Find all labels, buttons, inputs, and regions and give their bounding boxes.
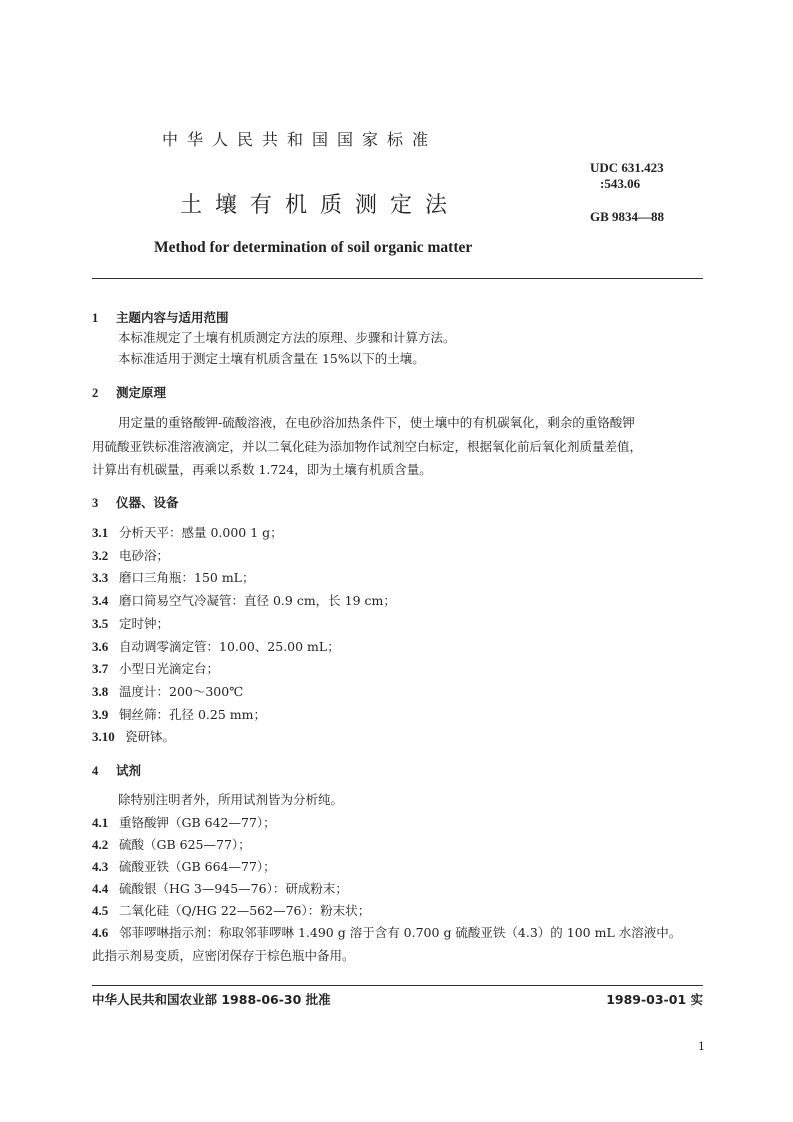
item-text: 自动调零滴定管：10.00、25.00 mL； (119, 638, 340, 654)
section-heading: 3 仪器、设备 (92, 495, 179, 510)
item-text: 小型日光滴定台； (119, 661, 220, 677)
paragraph-line: 此指示剂易变质，应密闭保存于棕色瓶中备用。 (92, 948, 355, 963)
item-text: 温度计：200～300℃ (119, 683, 244, 699)
issued-date: 中华人民共和国农业部 1988-06-30 批准 (92, 992, 331, 1007)
list-item (92, 815, 276, 831)
item-number: 3.5 (92, 615, 109, 631)
section-heading: 2 测定原理 (92, 385, 167, 400)
item-text: 定时钟； (119, 615, 170, 631)
item-text: 邻菲啰啉指示剂：称取邻菲啰啉 1.490 g 溶于含有 0.700 g 硫酸亚铁（4.3）的 100 mL 水溶液中。 (119, 925, 682, 940)
national-standard-heading: 中华人民共和国国家标准 (162, 130, 438, 149)
page-number: 1 (698, 1040, 705, 1053)
udc-line-1: UDC 631.423 (590, 160, 664, 175)
item-number: 4.6 (92, 925, 109, 940)
list-item (92, 593, 396, 609)
item-number: 3.6 (92, 638, 109, 654)
gb-code: GB 9834—88 (590, 209, 665, 224)
item-number: 4.5 (92, 903, 109, 918)
item-text: 二氧化硅（Q/HG 22—562—76）：粉末状； (119, 903, 371, 918)
item-text: 电砂浴； (119, 547, 170, 563)
item-number: 3.3 (92, 570, 109, 586)
item-text: 重铬酸钾（GB 642—77）； (119, 815, 276, 830)
paragraph-line: 用定量的重铬酸钾-硫酸溶液，在电砂浴加热条件下，使土壤中的有机碳氧化，剩余的重铬酸钾 (118, 415, 635, 430)
list-item (92, 925, 681, 941)
item-number: 4.3 (92, 859, 109, 874)
item-text: 磨口简易空气冷凝管：直径 0.9 cm，长 19 cm； (119, 593, 396, 609)
udc-code (590, 160, 664, 192)
item-number: 3.4 (92, 593, 109, 609)
item-number: 3.8 (92, 683, 109, 699)
udc-line-2: :543.06 (600, 176, 641, 191)
item-text: 铜丝筛：孔径 0.25 mm； (119, 706, 266, 722)
list-item (92, 707, 266, 723)
item-text: 分析天平：感量 0.000 1 g； (119, 525, 283, 540)
section-heading: 4 试剂 (92, 763, 142, 778)
item-text: 磨口三角瓶：150 mL； (119, 570, 255, 586)
item-number: 4.1 (92, 815, 109, 830)
item-number: 4.4 (92, 881, 109, 896)
list-item (92, 903, 370, 919)
paragraph: 本标准规定了土壤有机质测定方法的原理、步骤和计算方法。 (118, 330, 456, 345)
item-number: 3.7 (92, 661, 109, 677)
document-title: 土壤有机质测定法 (180, 193, 461, 218)
list-item (92, 548, 169, 564)
list-item (92, 570, 255, 586)
item-text: 硫酸（GB 625—77）； (119, 837, 251, 852)
list-item (92, 859, 276, 875)
paragraph-line: 用硫酸亚铁标准溶液滴定，并以二氧化硅为添加物作试剂空白标定，根据氧化前后氧化剂质量差值， (92, 439, 643, 454)
paragraph: 本标准适用于测定土壤有机质含量在 15%以下的土壤。 (118, 351, 425, 366)
footer-rule (92, 985, 703, 986)
english-title: Method for determination of soil organic matter (154, 239, 473, 256)
list-item (92, 684, 243, 700)
effective-date: 1989-03-01 实 (606, 992, 703, 1007)
list-item (92, 639, 340, 655)
item-text: 硫酸亚铁（GB 664—77）； (119, 859, 276, 874)
item-number: 3.1 (92, 525, 109, 540)
item-text: 硫酸银（HG 3—945—76）：研成粉末； (119, 881, 348, 896)
paragraph: 除特别注明者外，所用试剂皆为分析纯。 (118, 792, 344, 807)
list-item (92, 881, 348, 897)
paragraph-line: 计算出有机碳量，再乘以系数 1.724，即为土壤有机质含量。 (92, 462, 432, 477)
header-rule (92, 278, 703, 279)
list-item (92, 661, 219, 677)
item-text: 瓷研钵。 (125, 729, 176, 745)
item-number: 3.2 (92, 547, 109, 563)
list-item (92, 616, 169, 632)
list-item (92, 837, 251, 853)
list-item (92, 525, 283, 541)
item-number: 3.9 (92, 706, 109, 722)
section-heading: 1 主题内容与适用范围 (92, 310, 229, 325)
list-item (92, 729, 175, 745)
item-number: 3.10 (92, 729, 115, 745)
item-number: 4.2 (92, 837, 109, 852)
